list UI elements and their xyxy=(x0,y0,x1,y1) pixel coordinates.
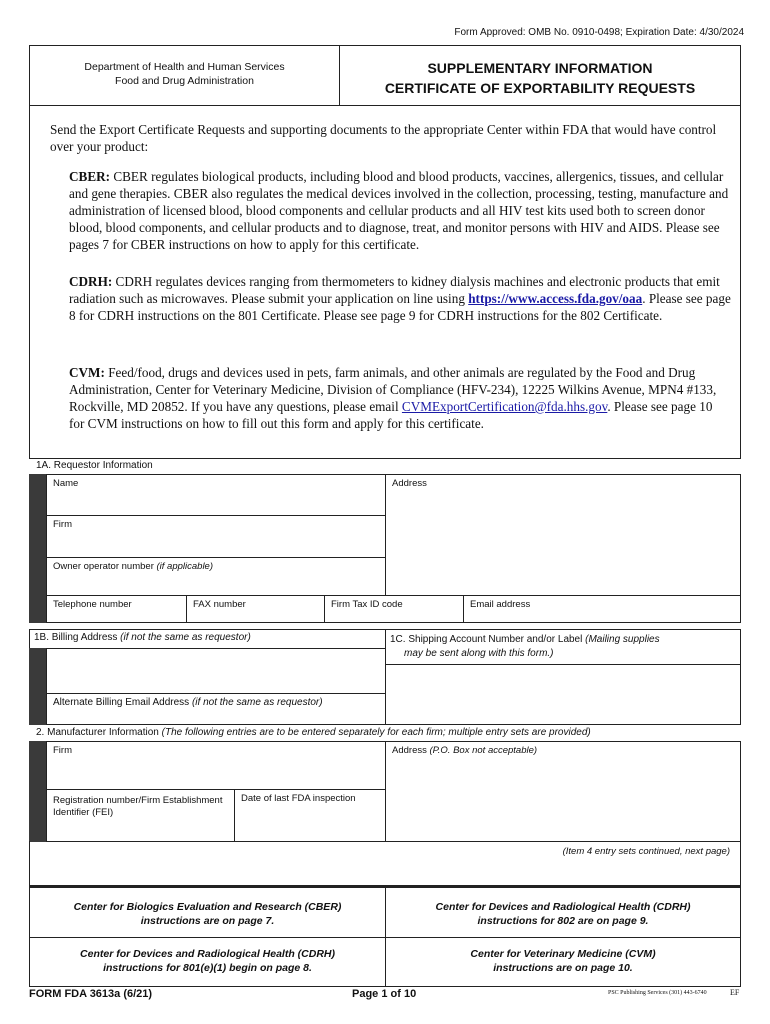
cber-text: CBER regulates biological products, including blood and blood products, vaccines, allergenics, tissues, and cellular and gene therapies. CBER also regulates the medical devices involved in the collection, processing, testing, manufacture and administration of licensed blood, blood components and cellular products and all HIV test kits used both to screen donor blood, blood components, and cellular products and to diagnose, treat, and monitor persons with HIV and AIDS. Please see pages 7 for CBER instructions on how to apply for this certificate. xyxy=(69,169,729,252)
omb-approval: Form Approved: OMB No. 0910-0498; Expiration Date: 4/30/2024 xyxy=(454,27,744,38)
department-name: Department of Health and Human Services xyxy=(84,61,285,73)
manufacturer-firm-field[interactable] xyxy=(46,741,386,790)
cdrh-801-instructions xyxy=(29,937,386,987)
alt-billing-email-label: Alternate Billing Email Address xyxy=(53,697,192,708)
intro-lead: Send the Export Certificate Requests and supporting documents to the appropriate Center within FDA that would have control over your product: xyxy=(50,122,717,154)
section-1b-note: (if not the same as requestor) xyxy=(120,632,251,643)
last-inspection-label: Date of last FDA inspection xyxy=(241,793,356,804)
continued-note-row xyxy=(29,841,741,886)
alt-billing-email-note: (if not the same as requestor) xyxy=(191,697,323,708)
form-id: FORM FDA 3613a (6/21) xyxy=(29,988,153,1000)
cdrh-text: CDRH regulates devices ranging from thermometers to kidney dialysis machines and electronic products that emit radiation such as microwaves. Please submit your application on line using xyxy=(69,274,720,306)
cdrh-text-2: . Please see page 8 for CDRH instructions on the 801 Certificate. Please see page 9 for CDRH instructions for the 802 Certificate. xyxy=(69,291,731,323)
section-1b-bar xyxy=(29,648,47,725)
section-1c-title xyxy=(385,629,741,665)
owner-operator-label: Owner operator number xyxy=(53,561,157,572)
ef-mark: EF xyxy=(730,988,740,997)
manufacturer-address-field[interactable] xyxy=(385,741,741,842)
section-1a-bar xyxy=(29,474,47,623)
tax-id-label: Firm Tax ID code xyxy=(331,599,403,610)
page-number: Page 1 of 10 xyxy=(352,988,417,1000)
cber-instructions xyxy=(29,887,386,938)
section-2-note: (The following entries are to be entered separately for each firm; multiple entry sets are provided) xyxy=(161,727,591,738)
manufacturer-address-note: (P.O. Box not acceptable) xyxy=(429,745,538,756)
registration-number-field[interactable] xyxy=(46,789,235,842)
section-1b-title xyxy=(29,629,386,649)
section-1c-note-2: may be sent along with this form.) xyxy=(404,648,554,659)
registration-number-label: Registration number/Firm Establishment Identifier (FEI) xyxy=(53,795,223,818)
telephone-field[interactable] xyxy=(46,595,187,623)
requestor-name-field[interactable] xyxy=(46,474,386,516)
cvm-email-link[interactable]: CVMExportCertification@fda.hhs.gov xyxy=(401,399,608,414)
agency-name: Food and Drug Administration xyxy=(115,75,254,87)
cvm-paragraph xyxy=(69,364,731,432)
cvm-text-2: . Please see page 10 for CVM instructions on how to fill out this form and apply for this certificate. xyxy=(69,399,713,431)
publisher-credit: PSC Publishing Services (301) 443-6740 xyxy=(608,990,707,996)
section-2-title xyxy=(36,727,591,738)
cber-label: CBER: xyxy=(69,169,111,184)
alt-billing-email-field[interactable] xyxy=(46,693,386,725)
owner-operator-note: (if applicable) xyxy=(156,561,213,572)
requestor-address-field[interactable] xyxy=(385,474,741,596)
form-title-line1: SUPPLEMENTARY INFORMATION xyxy=(427,60,653,76)
form-title-line2: CERTIFICATE OF EXPORTABILITY REQUESTS xyxy=(384,80,696,96)
requestor-firm-field[interactable] xyxy=(46,515,386,558)
email-label: Email address xyxy=(470,599,531,610)
cber-paragraph xyxy=(69,168,731,253)
cvm-label: CVM: xyxy=(69,365,105,380)
shipping-account-field[interactable] xyxy=(385,664,741,725)
billing-address-field[interactable] xyxy=(46,648,386,694)
continued-note: (Item 4 entry sets continued, next page) xyxy=(562,846,730,857)
form-title xyxy=(339,45,741,106)
cvm-text: Feed/food, drugs and devices used in pets, farm animals, and other animals are regulated by the Food and Drug Administration, Center for Veterinary Medicine, Division of Compliance (HFV-234), 12225 Wilkins Avenue, MPN4 #133, Rockville, MD 20852. If you have any questions, please email xyxy=(69,365,717,414)
cber-instructions-text: Center for Biologics Evaluation and Research (CBER) instructions are on page 7. xyxy=(73,901,342,927)
cdrh-802-instructions xyxy=(385,887,741,938)
requestor-firm-label: Firm xyxy=(53,519,72,530)
cvm-instructions-text: Center for Veterinary Medicine (CVM) instructions are on page 10. xyxy=(470,948,656,974)
requestor-name-label: Name xyxy=(53,478,79,489)
section-2-label: 2. Manufacturer Information xyxy=(36,727,162,738)
cdrh-paragraph xyxy=(69,273,731,324)
section-1a-title: 1A. Requestor Information xyxy=(36,460,153,471)
fax-label: FAX number xyxy=(193,599,246,610)
cdrh-801-instructions-text: Center for Devices and Radiological Health (CDRH) instructions for 801(e)(1) begin on page 8. xyxy=(80,948,335,974)
manufacturer-address-label: Address xyxy=(392,745,430,756)
cvm-instructions xyxy=(385,937,741,987)
department-block xyxy=(29,45,340,106)
requestor-address-label: Address xyxy=(392,478,427,489)
telephone-label: Telephone number xyxy=(53,599,132,610)
email-field[interactable] xyxy=(463,595,741,623)
manufacturer-firm-label: Firm xyxy=(53,745,72,756)
cdrh-oaa-link[interactable]: https://www.access.fda.gov/oaa xyxy=(468,291,643,306)
cdrh-label: CDRH: xyxy=(69,274,113,289)
last-inspection-field[interactable] xyxy=(234,789,386,842)
tax-id-field[interactable] xyxy=(324,595,464,623)
section-2-bar xyxy=(29,741,47,842)
section-1c-note: (Mailing supplies xyxy=(585,634,660,645)
owner-operator-field[interactable] xyxy=(46,557,386,596)
fax-field[interactable] xyxy=(186,595,325,623)
section-1b-label: 1B. Billing Address xyxy=(34,632,121,643)
cdrh-802-instructions-text: Center for Devices and Radiological Health (CDRH) instructions for 802 are on page 9. xyxy=(435,901,691,927)
section-1c-label: 1C. Shipping Account Number and/or Label xyxy=(390,634,586,645)
